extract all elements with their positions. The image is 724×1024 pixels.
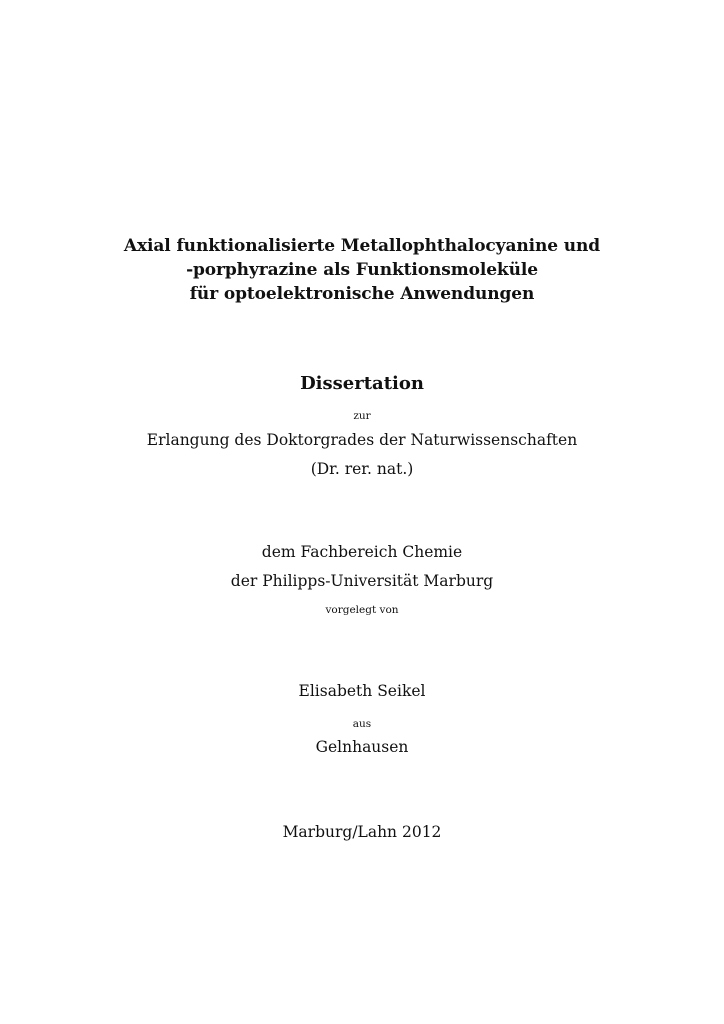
purpose-text: Erlangung des Doktorgrades der Naturwissenschaften: [146, 431, 578, 449]
author-name: Elisabeth Seikel: [298, 682, 426, 700]
degree-name: (Dr. rer. nat.): [310, 460, 414, 478]
document-type-heading: Dissertation: [300, 373, 424, 394]
submitted-by-label: vorgelegt von: [325, 604, 399, 616]
thesis-title-line-1: Axial funktionalisierte Metallophthalocyanine und: [123, 236, 601, 256]
university-name: der Philipps-Universität Marburg: [230, 572, 494, 590]
thesis-title-line-2: -porphyrazine als Funktionsmoleküle: [186, 260, 538, 280]
department-name: dem Fachbereich Chemie: [261, 543, 463, 561]
place-and-year: Marburg/Lahn 2012: [282, 823, 442, 841]
author-origin: Gelnhausen: [315, 738, 409, 756]
thesis-title-line-3: für optoelektronische Anwendungen: [189, 284, 535, 304]
purpose-connector: zur: [353, 410, 371, 422]
origin-connector: aus: [352, 718, 372, 730]
